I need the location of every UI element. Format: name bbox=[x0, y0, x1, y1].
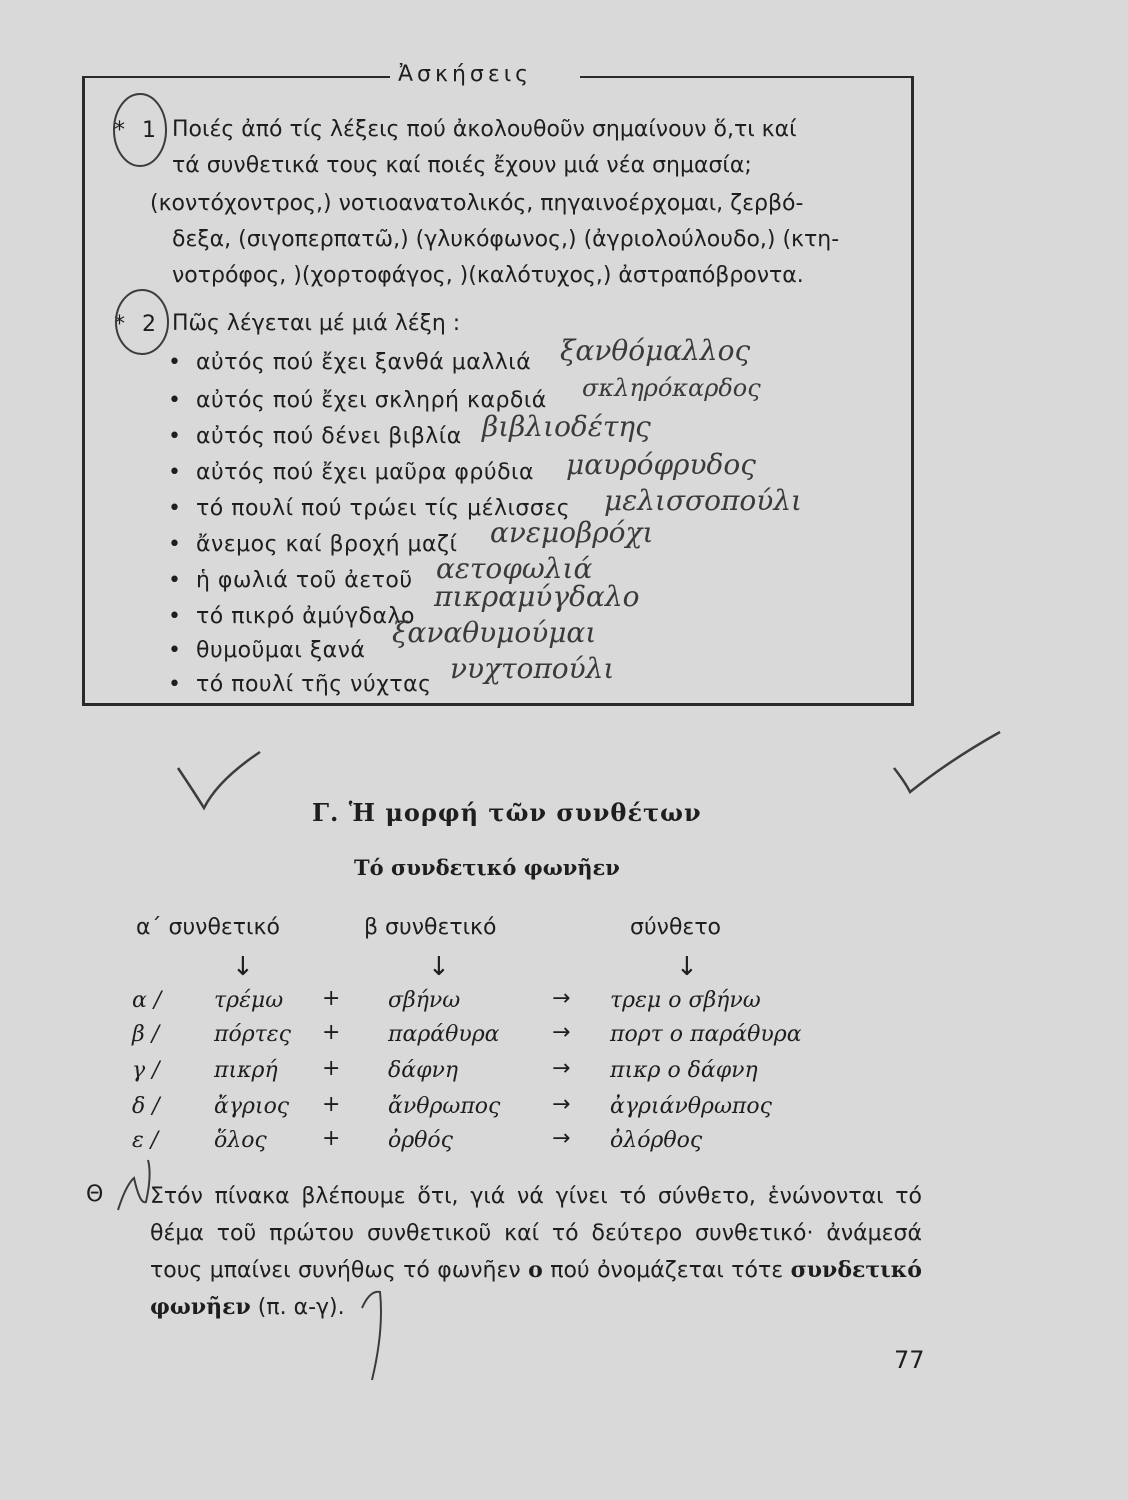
connecting-vowel: ο bbox=[528, 1257, 543, 1283]
bullet: • bbox=[168, 350, 181, 375]
plus-sign: + bbox=[322, 1056, 341, 1081]
paragraph-text: Στόν πίνακα βλέπουμε ὅτι, γιά νά γίνει τό σύνθετο, ἑνώνονται τό θέμα τοῦ πρώτου συνθετικοῦ καί τό δεύτερο συνθετικό· ἀνάμεσά τους μπαίνει συνήθως τό φωνῆεν bbox=[150, 1184, 922, 1283]
row-second: ἄνθρωπος bbox=[388, 1094, 501, 1119]
handwritten-answer: πικραμύγδαλο bbox=[434, 580, 640, 613]
bullet: • bbox=[168, 532, 181, 557]
row-second: σβήνω bbox=[388, 988, 461, 1013]
exercise1-star: * bbox=[114, 118, 125, 143]
bullet: • bbox=[168, 388, 181, 413]
paragraph-text-2: πού ὀνομάζεται τότε bbox=[550, 1258, 784, 1283]
exercise1-line: νοτρόφος, )(χορτοφάγος, )(καλότυχος,) ἀστραπόβροντα. bbox=[172, 263, 804, 288]
handwritten-answer: αετοφωλιά bbox=[436, 552, 593, 585]
column-header-second: β συνθετικό bbox=[364, 915, 497, 940]
row-label: γ / bbox=[132, 1058, 160, 1083]
exercise2-item: τό πουλί πού τρώει τίς μέλισσες bbox=[196, 496, 571, 521]
explanation-paragraph bbox=[150, 1178, 922, 1326]
plus-sign: + bbox=[322, 986, 341, 1011]
row-first: ἄγριος bbox=[214, 1094, 290, 1119]
handwritten-answer: νυχτοπούλι bbox=[450, 652, 615, 685]
row-label: ε / bbox=[132, 1128, 159, 1153]
exercise2-item: θυμοῦμαι ξανά bbox=[196, 638, 366, 663]
column-header-result: σύνθετο bbox=[630, 915, 722, 940]
down-arrow-icon: ↓ bbox=[428, 952, 450, 982]
row-result: ὀλόρθος bbox=[610, 1128, 703, 1153]
plus-sign: + bbox=[322, 1126, 341, 1151]
bullet: • bbox=[168, 604, 181, 629]
exercise2-number: 2 bbox=[142, 312, 156, 337]
handwritten-answer: ανεμοβρόχι bbox=[490, 516, 654, 549]
row-result: τρεμ ο σβήνω bbox=[610, 988, 761, 1013]
paragraph-ref: (π. α-γ). bbox=[257, 1295, 345, 1320]
exercise2-item: ἡ φωλιά τοῦ ἀετοῦ bbox=[196, 568, 413, 593]
plus-sign: + bbox=[322, 1092, 341, 1117]
row-first: ὅλος bbox=[214, 1128, 267, 1153]
exercise2-prompt: Πῶς λέγεται μέ μιά λέξη : bbox=[172, 311, 461, 336]
exercise2-item: αὐτός πού δένει βιβλία bbox=[196, 424, 462, 449]
bullet: • bbox=[168, 460, 181, 485]
plus-sign: + bbox=[322, 1020, 341, 1045]
column-header-first: α΄ συνθετικό bbox=[136, 915, 280, 940]
bullet: • bbox=[168, 672, 181, 697]
row-result: πικρ ο δάφνη bbox=[610, 1058, 758, 1083]
exercise2-item: τό πουλί τῆς νύχτας bbox=[196, 672, 432, 697]
bullet: • bbox=[168, 568, 181, 593]
exercise2-item: αὐτός πού ἔχει μαῦρα φρύδια bbox=[196, 460, 534, 485]
handwritten-answer: σκληρόκαρδος bbox=[582, 374, 761, 402]
subsection-title: Τό συνδετικό φωνῆεν bbox=[354, 855, 620, 880]
right-arrow-icon: → bbox=[552, 1056, 571, 1081]
exercise2-item: αὐτός πού ἔχει σκληρή καρδιά bbox=[196, 388, 547, 413]
exercise2-item: ἄνεμος καί βροχή μαζί bbox=[196, 532, 458, 557]
page-number: 77 bbox=[894, 1346, 925, 1374]
exercise1-line: δεξα, (σιγοπερπατῶ,) (γλυκόφωνος,) (ἀγριολούλουδο,) (κτη- bbox=[172, 227, 840, 252]
right-arrow-icon: → bbox=[552, 1020, 571, 1045]
row-second: δάφνη bbox=[388, 1058, 459, 1083]
handwritten-answer: μαυρόφρυδος bbox=[566, 448, 756, 481]
section-title: Γ. Ἡ μορφή τῶν συνθέτων bbox=[312, 798, 702, 827]
exercise2-item: αὐτός πού ἔχει ξανθά μαλλιά bbox=[196, 350, 532, 375]
exercise2-star: * bbox=[114, 312, 125, 337]
handwritten-answer: μελισσοπούλι bbox=[604, 484, 803, 517]
bullet: • bbox=[168, 638, 181, 663]
row-second: ὀρθός bbox=[388, 1128, 453, 1153]
handwritten-answer: ξανθόμαλλος bbox=[560, 334, 751, 367]
row-first: πόρτες bbox=[214, 1022, 291, 1047]
bullet: • bbox=[168, 424, 181, 449]
handwritten-answer: ξαναθυμούμαι bbox=[392, 616, 597, 649]
row-result: πορτ ο παράθυρα bbox=[610, 1022, 802, 1047]
row-first: τρέμω bbox=[214, 988, 284, 1013]
right-arrow-icon: → bbox=[552, 986, 571, 1011]
handwritten-answer: βιβλιοδέτης bbox=[482, 410, 651, 443]
exercise1-number: 1 bbox=[142, 118, 156, 143]
right-arrow-icon: → bbox=[552, 1126, 571, 1151]
paragraph-marker: Θ bbox=[86, 1182, 104, 1207]
down-arrow-icon: ↓ bbox=[676, 952, 698, 982]
down-arrow-icon: ↓ bbox=[232, 952, 254, 982]
row-first: πικρή bbox=[214, 1058, 278, 1083]
exercises-heading: Ἀσκήσεις bbox=[398, 62, 533, 87]
exercise1-line: τά συνθετικά τους καί ποιές ἔχουν μιά νέα σημασία; bbox=[172, 153, 752, 178]
exercise2-item: τό πικρό ἀμύγδαλο bbox=[196, 604, 415, 629]
exercise1-line: Ποιές ἀπό τίς λέξεις πού ἀκολουθοῦν σημαίνουν ὅ,τι καί bbox=[172, 117, 797, 142]
bullet: • bbox=[168, 496, 181, 521]
exercise1-line: (κοντόχοντρος,) νοτιοανατολικός, πηγαινοέρχομαι, ζερβό- bbox=[150, 191, 804, 216]
row-label: δ / bbox=[132, 1094, 160, 1119]
row-label: α / bbox=[132, 988, 162, 1013]
right-arrow-icon: → bbox=[552, 1092, 571, 1117]
term-connecting-vowel: συνδετικό φωνῆεν bbox=[150, 1257, 922, 1320]
row-label: β / bbox=[132, 1022, 160, 1047]
row-result: ἀγριάνθρωπος bbox=[610, 1094, 772, 1119]
row-second: παράθυρα bbox=[388, 1022, 500, 1047]
